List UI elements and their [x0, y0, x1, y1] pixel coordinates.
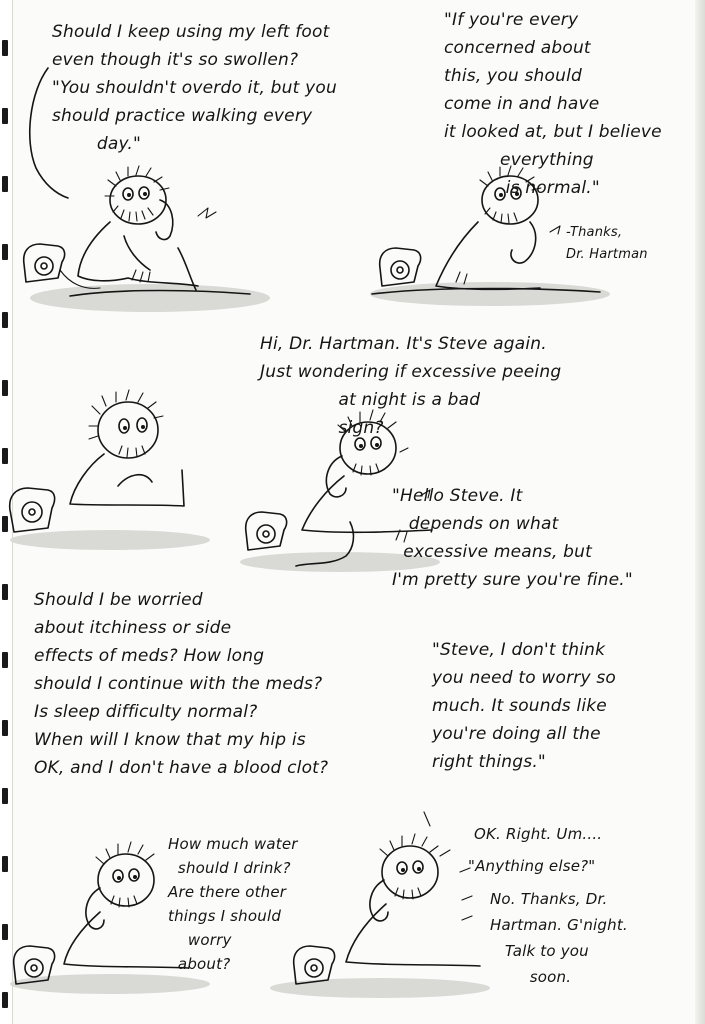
doctor-answer-normal: "If you're every concerned about this, you should come in and have it looked at, but I believe everything is normal.": [444, 10, 662, 198]
caller-figure: [270, 812, 490, 998]
doctor-anything-else: "Anything else?": [468, 857, 596, 875]
caller-question-water: How much water should I drink? Are there other things I should worry about?: [168, 835, 298, 973]
caller-question-list: Should I be worried about itchiness or side effects of meds? How long should I continue with the meds? Is sleep difficulty normal? When will I know that my hip is OK, and I don't have a blood clot?: [34, 590, 329, 778]
doctor-answer-worry: "Steve, I don't think you need to worry so much. It sounds like you're doing all the right things.": [432, 640, 617, 772]
doctor-answer-fine: "Hello Steve. It depends on what excessive means, but I'm pretty sure you're fine.": [392, 486, 633, 590]
caller-thanks: -Thanks, Dr. Hartman: [566, 225, 648, 262]
caller-um: OK. Right. Um....: [474, 825, 603, 843]
caller-question-foot: Should I keep using my left foot even though it's so swollen? "You shouldn't overdo it, but you should practice walking every day.": [52, 22, 337, 154]
caller-question-peeing: Hi, Dr. Hartman. It's Steve again. Just wondering if excessive peeing at night is a bad sign?: [260, 334, 562, 438]
caller-goodnight: No. Thanks, Dr. Hartman. G'night. Talk to you soon.: [490, 890, 628, 986]
caller-figure: [24, 166, 270, 312]
caller-figure: [10, 390, 210, 550]
